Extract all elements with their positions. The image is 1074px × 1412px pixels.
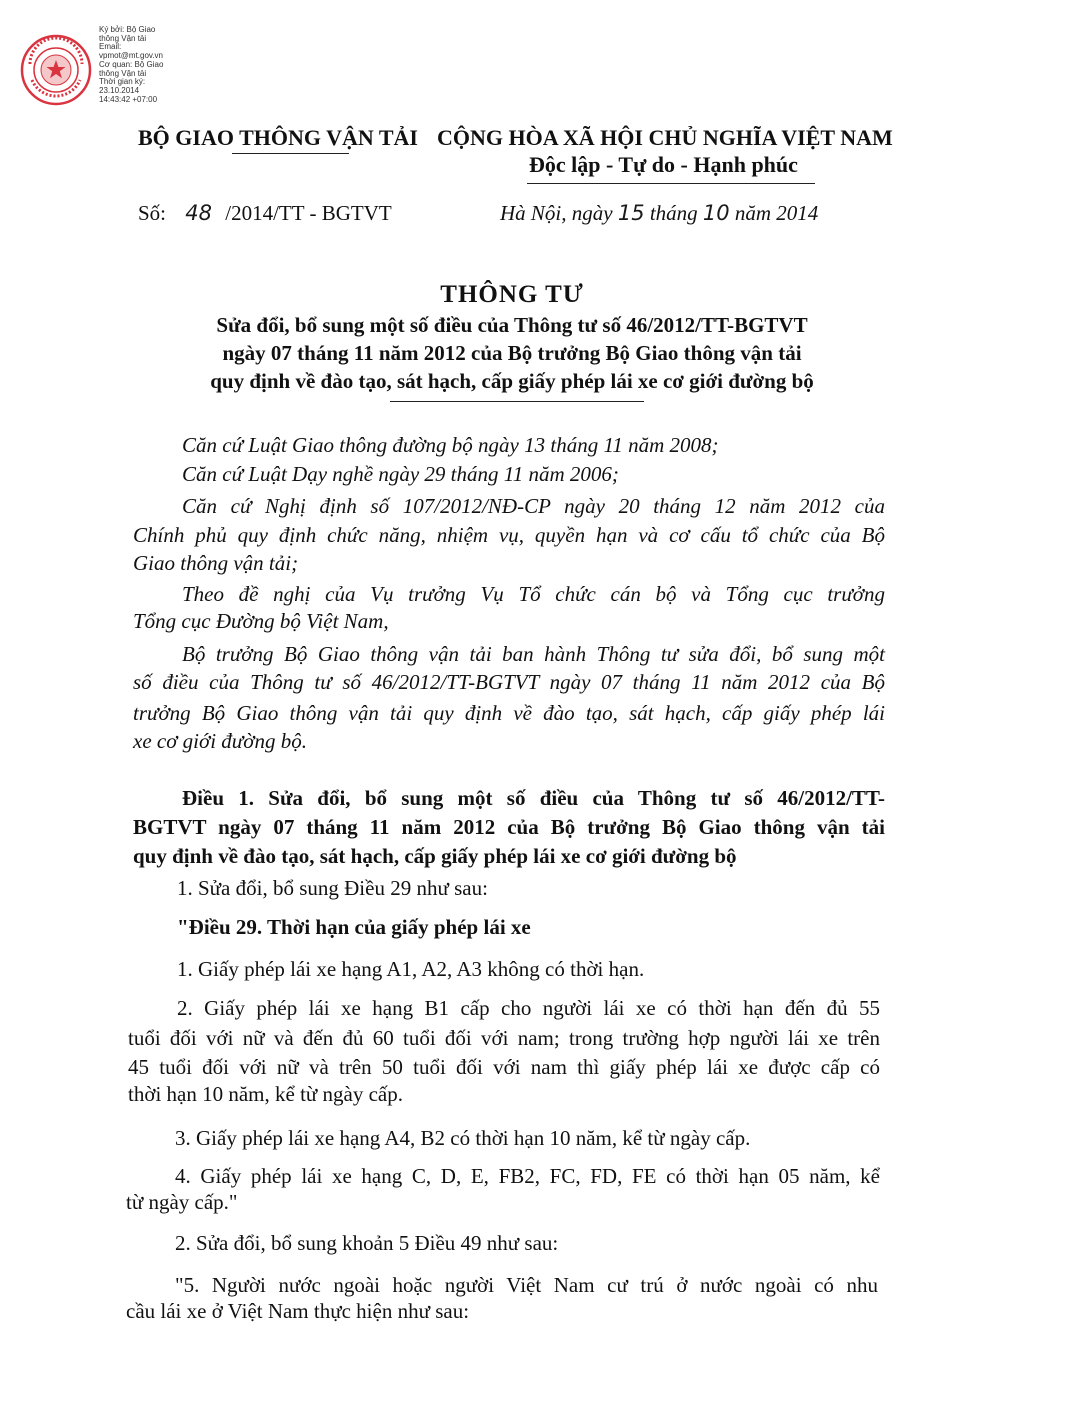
- date-place: Hà Nội, ngày: [500, 201, 613, 225]
- document-number: [138, 201, 392, 226]
- signature-email[interactable]: vpmot@mt.gov.vn: [99, 51, 163, 61]
- preamble-line: Giao thông vận tải;: [133, 551, 299, 575]
- body-line: 2. Sửa đổi, bổ sung khoản 5 Điều 49 như sau:: [175, 1231, 559, 1255]
- signature-line: Ký bởi: Bộ Giao: [99, 25, 156, 34]
- preamble-line: Theo đề nghị của Vụ trưởng Vụ Tổ chức cán bộ và Tổng cục trưởng: [182, 582, 885, 606]
- body-line: 1. Giấy phép lái xe hạng A1, A2, A3 không có thời hạn.: [177, 957, 645, 981]
- preamble-line: Căn cứ Nghị định số 107/2012/NĐ-CP ngày 20 tháng 12 năm 2012 của: [182, 494, 885, 518]
- signature-line: thông Vận tải: [99, 68, 147, 78]
- preamble-line: Căn cứ Luật Giao thông đường bộ ngày 13 tháng 11 năm 2008;: [182, 433, 719, 457]
- preamble-line: Bộ trưởng Bộ Giao thông vận tải ban hành Thông tư sửa đổi, bổ sung một: [182, 642, 885, 666]
- signature-line: 23.10.2014: [99, 85, 140, 95]
- body-line: 4. Giấy phép lái xe hạng C, D, E, FB2, FC, FD, FE có thời hạn 05 năm, kể: [175, 1164, 880, 1188]
- number-suffix: /2014/TT - BGTVT: [225, 201, 392, 225]
- motto-underline: [527, 183, 815, 184]
- number-handwritten: 48: [185, 201, 212, 225]
- preamble-line: xe cơ giới đường bộ.: [133, 729, 307, 753]
- body-line: từ ngày cấp.": [126, 1190, 238, 1214]
- country-name: CỘNG HÒA XÃ HỘI CHỦ NGHĨA VIỆT NAM: [437, 125, 893, 150]
- number-prefix: Số:: [138, 201, 167, 225]
- document-title: THÔNG TƯ: [440, 281, 584, 308]
- body-line: thời hạn 10 năm, kể từ ngày cấp.: [128, 1082, 403, 1106]
- issuing-agency: BỘ GIAO THÔNG VẬN TẢI: [138, 125, 418, 150]
- body-line: "5. Người nước ngoài hoặc người Việt Nam cư trú ở nước ngoài có nhu: [175, 1273, 878, 1297]
- title-underline: [390, 401, 644, 402]
- digital-signature-info: [99, 26, 163, 104]
- preamble-line: Tổng cục Đường bộ Việt Nam,: [133, 609, 389, 633]
- article-1-heading: quy định về đào tạo, sát hạch, cấp giấy phép lái xe cơ giới đường bộ: [133, 844, 737, 868]
- title-subline: Sửa đổi, bổ sung một số điều của Thông tư số 46/2012/TT-BGTVT: [216, 313, 808, 337]
- title-subline: quy định về đào tạo, sát hạch, cấp giấy phép lái xe cơ giới đường bộ: [210, 369, 814, 393]
- article-1-heading: Điều 1. Sửa đổi, bổ sung một số điều của Thông tư số 46/2012/TT-: [182, 786, 885, 810]
- signature-line: 14:43:42 +07:00: [99, 94, 158, 104]
- date-month-label: tháng: [649, 201, 698, 225]
- preamble-line: Căn cứ Luật Dạy nghề ngày 29 tháng 11 năm 2006;: [182, 462, 619, 486]
- body-line: 1. Sửa đổi, bổ sung Điều 29 như sau:: [177, 876, 488, 900]
- signature-line: Email:: [99, 42, 122, 52]
- body-line: cầu lái xe ở Việt Nam thực hiện như sau:: [126, 1299, 470, 1323]
- body-line: 2. Giấy phép lái xe hạng B1 cấp cho người lái xe có thời hạn đến đủ 55: [177, 996, 880, 1020]
- signature-line: Thời gian ký:: [99, 77, 146, 87]
- article-29-heading: "Điều 29. Thời hạn của giấy phép lái xe: [177, 915, 531, 939]
- body-line: 3. Giấy phép lái xe hạng A4, B2 có thời hạn 10 năm, kể từ ngày cấp.: [175, 1126, 751, 1150]
- date-year: năm 2014: [734, 201, 819, 225]
- preamble-line: Chính phủ quy định chức năng, nhiệm vụ, quyền hạn và cơ cấu tổ chức của Bộ: [133, 523, 885, 547]
- agency-underline: [232, 153, 349, 154]
- date-month-handwritten: 10: [702, 201, 730, 225]
- preamble-line: trưởng Bộ Giao thông vận tải quy định về đào tạo, sát hạch, cấp giấy phép lái: [133, 701, 885, 725]
- article-1-heading: BGTVT ngày 07 tháng 11 năm 2012 của Bộ trưởng Bộ Giao thông vận tải: [133, 815, 885, 839]
- body-line: 45 tuổi đối với nữ và trên 50 tuổi đối với nam thì giấy phép lái xe được cấp có: [128, 1055, 880, 1079]
- national-motto: Độc lập - Tự do - Hạnh phúc: [529, 152, 798, 177]
- date-day-handwritten: 15: [617, 201, 645, 225]
- title-subline: ngày 07 tháng 11 năm 2012 của Bộ trưởng Bộ Giao thông vận tải: [222, 341, 802, 365]
- preamble-line: số điều của Thông tư số 46/2012/TT-BGTVT ngày 07 tháng 11 năm 2012 của Bộ: [133, 670, 885, 694]
- red-seal-stamp: [20, 34, 92, 106]
- signature-line: thông Vận tải: [99, 33, 147, 43]
- body-line: tuổi đối với nữ và đến đủ 60 tuổi đối với nam; trong trường hợp người lái xe trên: [128, 1026, 880, 1050]
- issue-date: [500, 201, 818, 226]
- signature-line: Cơ quan: Bộ Giao: [99, 59, 164, 69]
